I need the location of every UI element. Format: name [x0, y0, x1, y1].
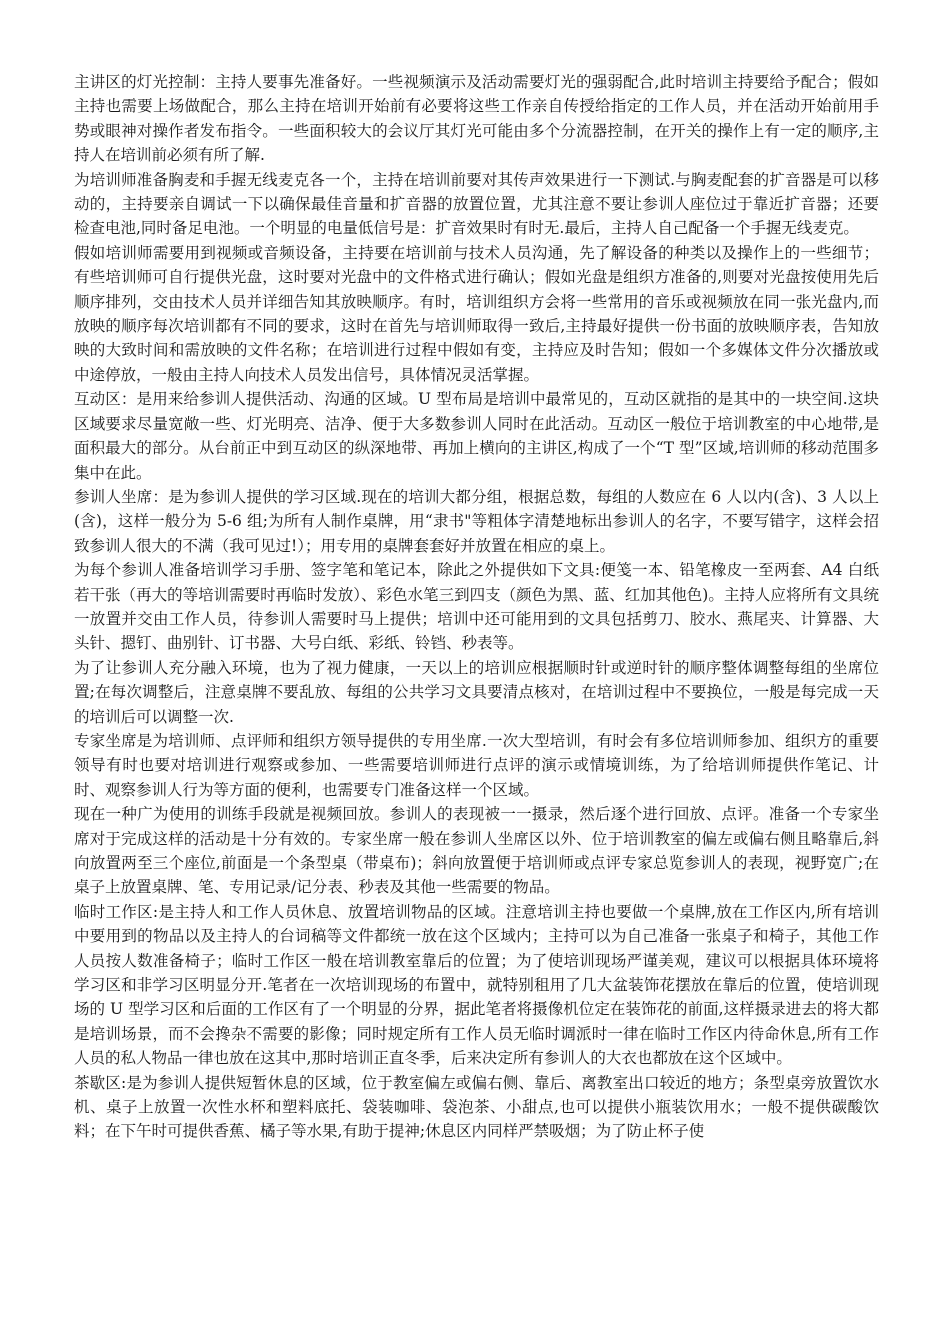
paragraph-interactive-area: 互动区：是用来给参训人提供活动、沟通的区域。U 型布局是培训中最常见的，互动区就指的是其中的一块空间.这块区域要求尽量宽敞一些、灯光明亮、洁净、便于大多数参训人同时在此活动。互动区一般位于培训教室的中心地带,是面积最大的部分。从台前正中到互动区的纵深地带、再加上横向的主讲区,构成了一个“T 型”区域,培训师的移动范围多集中在此。	[74, 390, 879, 482]
paragraph-microphones: 为培训师准备胸麦和手握无线麦克各一个，主持在培训前要对其传声效果进行一下测试.与胸麦配套的扩音器是可以移动的，主持要亲自调试一下以确保最佳音量和扩音器的放置位置，尤其注意不要让参训人座位过于靠近扩音器；还要检查电池,同时备足电池。一个明显的电量低信号是：扩音效果时有时无.最后，主持人自己配备一个手握无线麦克。	[74, 170, 879, 238]
document-page	[74, 70, 879, 1144]
paragraph-temporary-work-area: 临时工作区:是主持人和工作人员休息、放置培训物品的区域。注意培训主持也要做一个桌牌,放在工作区内,所有培训中要用到的物品以及主持人的台词稿等文件都统一放在这个区域内；主持可以为自己准备一张桌子和椅子，其他工作人员按人数准备椅子；临时工作区一般在培训教室靠后的位置；为了使培训现场严谨美观，建议可以根据具体环境将学习区和非学习区明显分开.笔者在一次培训现场的布置中，就特别租用了几大盆装饰花摆放在靠后的位置，使培训现场的 U 型学习区和后面的工作区有了一个明显的分界，据此笔者将摄像机位定在装饰花的前面,这样摄录进去的将大都是培训场景，而不会搀杂不需要的影像；同时规定所有工作人员无临时调派时一律在临时工作区内待命休息,所有工作人员的私人物品一律也放在这其中,那时培训正直冬季，后来决定所有参训人的大衣也都放在这个区域中。	[74, 902, 879, 1068]
paragraph-stationery: 为每个参训人准备培训学习手册、签字笔和笔记本，除此之外提供如下文具:便笺一本、铅笔橡皮一至两套、A4 白纸若干张（再大的等培训需要时再临时发放）、彩色水笔三到四支（颜色为黑、蓝、红加其他色)。主持人应将所有文具统一放置并交由工作人员，待参训人需要时马上提供；培训中还可能用到的文具包括剪刀、胶水、燕尾夹、计算器、大头针、摁钉、曲别针、订书器、大号白纸、彩纸、铃铛、秒表等。	[74, 561, 879, 653]
paragraph-seat-rotation: 为了让参训人充分融入环境，也为了视力健康，一天以上的培训应根据顺时针或逆时针的顺序整体调整每组的坐席位置;在每次调整后，注意桌牌不要乱放、每组的公共学习文具要清点核对，在培训过程中不要换位，一般是每完成一天的培训后可以调整一次.	[74, 658, 879, 726]
paragraph-tea-break-area: 茶歇区:是为参训人提供短暂休息的区域，位于教室偏左或偏右侧、靠后、离教室出口较近的地方；条型桌旁放置饮水机、桌子上放置一次性水杯和塑料底托、袋装咖啡、袋泡茶、小甜点,也可以提供小瓶装饮用水；一般不提供碳酸饮料；在下午时可提供香蕉、橘子等水果,有助于提神;休息区内同样严禁吸烟；为了防止杯子使	[74, 1073, 879, 1141]
paragraph-lighting-control: 主讲区的灯光控制：主持人要事先准备好。一些视频演示及活动需要灯光的强弱配合,此时培训主持要给予配合；假如主持也需要上场做配合，那么主持在培训开始前有必要将这些工作亲自传授给指定的工作人员，并在活动开始前用手势或眼神对操作者发布指令。一些面积较大的会议厅其灯光可能由多个分流器控制，在开关的操作上有一定的顺序,主持人在培训前必须有所了解.	[74, 73, 879, 165]
paragraph-video-playback: 现在一种广为使用的训练手段就是视频回放。参训人的表现被一一摄录，然后逐个进行回放、点评。准备一个专家坐席对于完成这样的活动是十分有效的。专家坐席一般在参训人坐席区以外、位于培训教室的偏左或偏右侧且略靠后,斜向放置两至三个座位,前面是一个条型桌（带桌布)；斜向放置便于培训师或点评专家总览参训人的表现，视野宽广;在桌子上放置桌牌、笔、专用记录/记分表、秒表及其他一些需要的物品。	[74, 805, 879, 897]
paragraph-av-equipment: 假如培训师需要用到视频或音频设备，主持要在培训前与技术人员沟通，先了解设备的种类以及操作上的一些细节；有些培训师可自行提供光盘，这时要对光盘中的文件格式进行确认；假如光盘是组织方准备的,则要对光盘按使用先后顺序排列，交由技术人员并详细告知其放映顺序。有时，培训组织方会将一些常用的音乐或视频放在同一张光盘内,而放映的顺序每次培训都有不同的要求，这时在首先与培训师取得一致后,主持最好提供一份书面的放映顺序表，告知放映的大致时间和需放映的文件名称；在培训进行过程中假如有变，主持应及时告知；假如一个多媒体文件分次播放或中途停放，一般由主持人向技术人员发出信号，具体情况灵活掌握。	[74, 243, 879, 384]
paragraph-expert-seating: 专家坐席是为培训师、点评师和组织方领导提供的专用坐席.一次大型培训，有时会有多位培训师参加、组织方的重要领导有时也要对培训进行观察或参加、一些需要培训师进行点评的演示或情境训练，为了给培训师提供作笔记、计时、观察参训人行为等方面的便利，也需要专门准备这样一个区域。	[74, 731, 879, 799]
paragraph-trainee-seating: 参训人坐席：是为参训人提供的学习区域.现在的培训大都分组，根据总数，每组的人数应在 6 人以内(含)、3 人以上(含)，这样一般分为 5-6 组;为所有人制作桌牌，用“隶书"等粗体字清楚地标出参训人的名字，不要写错字，这样会招致参训人很大的不满（我可见过!）；用专用的桌牌套套好并放置在相应的桌上。	[74, 487, 879, 555]
